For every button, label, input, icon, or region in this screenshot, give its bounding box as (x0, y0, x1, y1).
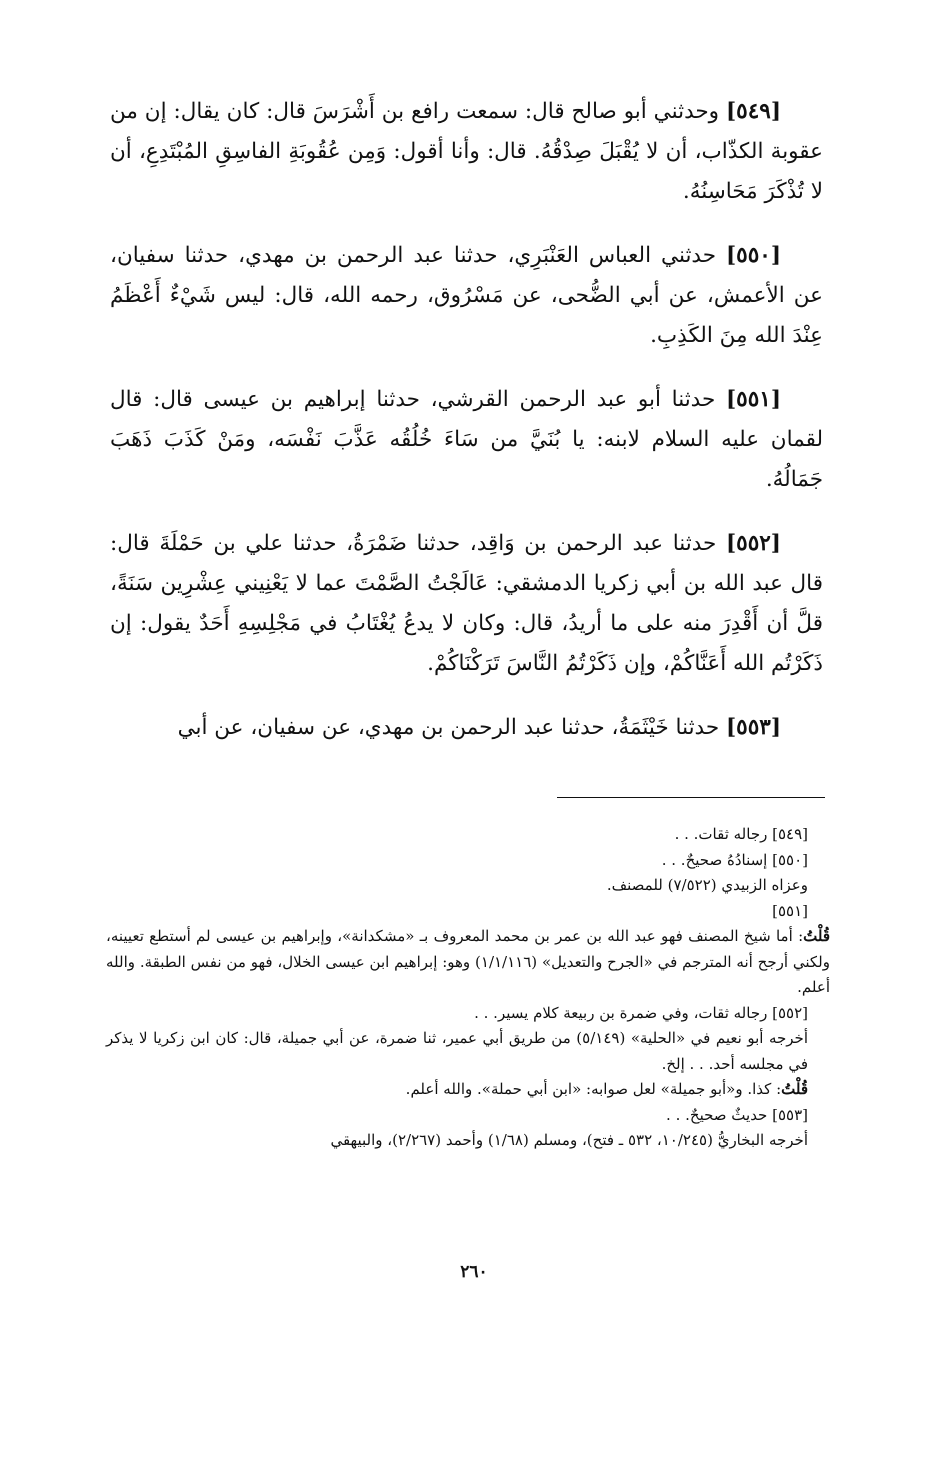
footnote-line (106, 873, 830, 899)
paragraph-551 (110, 380, 823, 500)
footnote-text: : كذا. و«أبو جميلة» لعل صوابه: «ابن أبي حملة». والله أعلم. (405, 1080, 782, 1098)
page-number: ٢٦٠ (460, 1262, 488, 1282)
footnote-line (106, 924, 830, 1001)
footnote-line (106, 1001, 830, 1027)
paragraph-552 (110, 524, 823, 684)
paragraph-text: وحدثني أبو صالح قال: سمعت رافع بن أَشْرَسَ قال: كان يقال: إن من عقوبة الكذّاب، أن لا يُقْبَلَ صِدْقُهُ. قال: وأنا أقول: وَمِن عُقُوبَةِ الفاسِقِ المُبْتَدِعِ، أن لا تُذْكَرَ مَحَاسِنُهُ. (110, 99, 823, 204)
footnote-text: [٥٤٩] رجاله ثقات. . . (674, 825, 808, 843)
paragraph-549 (110, 92, 823, 212)
footnote-text: أخرجه البخاريُّ (١٠/٢٤٥، ٥٣٢ ـ فتح)، ومسلم (١/٦٨) وأحمد (٢/٢٦٧)، والبيهقي (330, 1131, 808, 1149)
footnote-text: أخرجه أبو نعيم في «الحلية» (٥/١٤٩) من طريق أبي عمير، ثنا ضمرة، عن أبي جميلة، قال: كان ابن زكريا لا يذكر في مجلسه أحد. . . إلخ. (106, 1029, 808, 1073)
paragraph-text: حدثنا خَيْثَمَةُ، حدثنا عبد الرحمن بن مهدي، عن سفيان، عن أبي (177, 715, 720, 740)
footnote-text: [٥٥٢] رجاله ثقات، وفي ضمرة بن ربيعة كلام يسير. . . (474, 1003, 808, 1022)
paragraph-text: حدثنا عبد الرحمن بن وَاقِد، حدثنا ضَمْرَةُ، حدثنا علي بن حَمْلَةَ قال: قال عبد الله بن أبي زكريا الدمشقي: عَالَجْتُ الصَّمْتَ عما لا يَعْنِيني عِشْرِين سَنَةً، قلَّ أن أَقْدِرَ منه على ما أريدُ، قال: وكان لا يدعُ يُغْتَابُ في مَجْلِسِهِ أَحَدٌ يقول: إن ذَكَرْتُم الله أَعَنَّاكُمْ، وإن ذَكَرْتُمُ النَّاسَ تَرَكْنَاكُمْ. (110, 531, 823, 676)
footnote-text: وعزاه الزبيدي (٧/٥٢٢) للمصنف. (606, 876, 808, 894)
qultu-label: قُلْتُ (803, 927, 830, 945)
footnotes (106, 822, 830, 1154)
footnote-divider (557, 797, 825, 798)
footnote-line (106, 1026, 830, 1077)
paragraph-number: [٥٥٠] (725, 243, 782, 268)
paragraph-number: [٥٥٣] (725, 715, 781, 740)
footnote-line (106, 1128, 830, 1154)
footnote-text: : أما شيخ المصنف فهو عبد الله بن عمر بن محمد المعروف بـ «مشكدانة»، وإبراهيم بن عيسى لم أستطع تعيينه، ولكني أرجح أنه المترجم في «الجرح والتعديل» (١/١/١١٦) وهو: إبراهيم ابن عيسى الخلال، فهو من نفس الطبقة. والله أعلم. (106, 927, 830, 996)
footnote-line (106, 848, 830, 874)
paragraph-number: [٥٤٩] (725, 99, 781, 124)
footnote-line (106, 822, 830, 848)
main-text (110, 92, 823, 772)
footnote-line (106, 1103, 830, 1129)
footnote-line (106, 899, 830, 925)
footnote-line (106, 1077, 830, 1103)
footnote-text: [٥٥٣] حديثٌ صحيحٌ. . . (666, 1105, 808, 1124)
paragraph-550 (110, 236, 823, 356)
footnote-text: [٥٥٠] إسنادُهُ صحيحٌ. . . (661, 850, 808, 869)
footnote-text: [٥٥١] (772, 901, 808, 920)
paragraph-text: حدثني العباس العَنْبَرِي، حدثنا عبد الرحمن بن مهدي، حدثنا سفيان، عن الأعمش، عن أبي الضُّحى، عن مَسْرُوق، رحمه الله، قال: ليس شَيْءٌ أَعْظَمُ عِنْدَ الله مِنَ الكَذِبِ. (110, 243, 823, 348)
paragraph-number: [٥٥١] (725, 387, 781, 412)
paragraph-553 (110, 708, 823, 748)
paragraph-text: حدثنا أبو عبد الرحمن القرشي، حدثنا إبراهيم بن عيسى قال: قال لقمان عليه السلام لابنه: يا بُنَيَّ من سَاءَ خُلُقُه عَذَّبَ نَفْسَه، ومَنْ كَذَبَ ذَهَبَ جَمَالُهُ. (110, 387, 823, 492)
paragraph-number: [٥٥٢] (725, 531, 781, 556)
qultu-label: قُلْتُ (781, 1080, 808, 1098)
